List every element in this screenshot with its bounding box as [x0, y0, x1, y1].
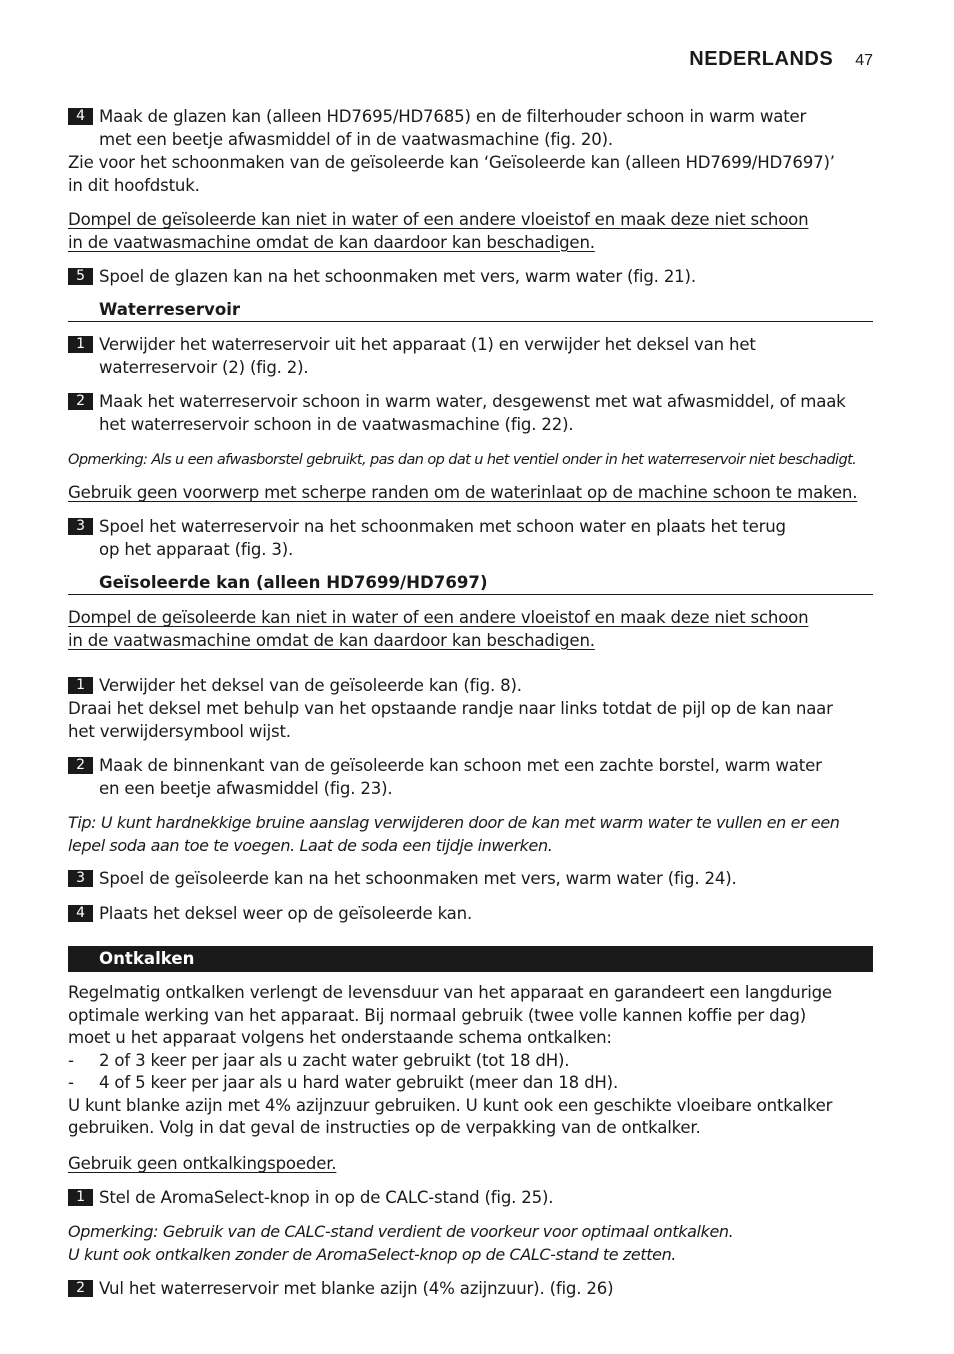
lid-instructions: Draai het deksel met behulp van het opstaande randje naar links totdat de pijl op de kan naar het verwijdersymbool wijst.	[68, 699, 833, 741]
warning-insulated-jug-2: Dompel de geïsoleerde kan niet in water of een andere vloeistof en maak deze niet schoon in de vaatwasmachine omdat de kan daardoor kan beschadigen.	[68, 608, 809, 650]
step-number: 2	[68, 393, 93, 410]
step-number: 3	[68, 518, 93, 535]
reference-text: Zie voor het schoonmaken van de geïsoleerde kan ‘Geïsoleerde kan (alleen HD7699/HD7697)’ in dit hoofdstuk.	[68, 153, 835, 195]
step-2-clean-reservoir: 2 Maak het waterreservoir schoon in warm water, desgewenst met wat afwasmiddel, of maak het waterreservoir schoon in de vaatwasmachine (fig. 22).	[68, 391, 904, 436]
step-number: 4	[68, 905, 93, 922]
step-number: 4	[68, 108, 93, 125]
step-3-rinse-reservoir: 3 Spoel het waterreservoir na het schoonmaken met schoon water en plaats het terug op het apparaat (fig. 3).	[68, 516, 904, 561]
tip-soda: Tip: U kunt hardnekkige bruine aanslag verwijderen door de kan met warm water te vullen en er een lepel soda aan toe te voegen. Laat de soda een tijdje inwerken.	[68, 813, 840, 855]
descaling-intro: Regelmatig ontkalken verlengt de levensduur van het apparaat en garandeert een langdurige optimale werking van het apparaat. Bij normaal gebruik (twee volle kannen koffie per dag) moet u het apparaat volgens het onderstaande schema ontkalken: - 2 of 3 keer per jaar als u zacht water gebruikt (tot 18 dH). - 4 of 5 keer per jaar als u hard water gebruikt (meer dan 18 dH). U kunt blanke azijn met 4% azijnzuur gebruiken. U kunt ook een geschikte vloeibare ontkalker gebruiken. Volg in dat geval de instructies op de verpakking van de ontkalker.	[68, 982, 873, 1140]
page-header	[689, 48, 873, 71]
step-1-remove-lid: 1 Verwijder het deksel van de geïsoleerde kan (fig. 8).	[68, 675, 904, 698]
list-item: - 4 of 5 keer per jaar als u hard water gebruikt (meer dan 18 dH).	[68, 1073, 619, 1092]
step-1-remove-reservoir: 1 Verwijder het waterreservoir uit het apparaat (1) en verwijder het deksel van het waterreservoir (2) (fig. 2).	[68, 334, 904, 379]
step-2-clean-inside: 2 Maak de binnenkant van de geïsoleerde kan schoon met een zachte borstel, warm water en een beetje afwasmiddel (fig. 23).	[68, 755, 904, 800]
section-heading-insulated-jug: Geïsoleerde kan (alleen HD7699/HD7697)	[68, 573, 873, 595]
step-number: 5	[68, 268, 93, 285]
note-calc: Opmerking: Gebruik van de CALC-stand verdient de voorkeur voor optimaal ontkalken. U kunt ook ontkalken zonder de AromaSelect-knop op de CALC-stand te zetten.	[68, 1222, 734, 1264]
warning-no-powder: Gebruik geen ontkalkingspoeder.	[68, 1154, 337, 1173]
language-label: NEDERLANDS	[689, 48, 834, 70]
step-2-fill-vinegar: 2 Vul het waterreservoir met blanke azijn (4% azijnzuur). (fig. 26)	[68, 1278, 904, 1301]
step-number: 2	[68, 1280, 93, 1297]
step-number: 1	[68, 677, 93, 694]
step-number: 3	[68, 870, 93, 887]
warning-insulated-jug: Dompel de geïsoleerde kan niet in water of een andere vloeistof en maak deze niet schoon in de vaatwasmachine omdat de kan daardoor kan beschadigen.	[68, 210, 809, 252]
step-number: 1	[68, 336, 93, 353]
step-5-rinse-jug: 5 Spoel de glazen kan na het schoonmaken met vers, warm water (fig. 21).	[68, 266, 904, 289]
section-heading-ontkalken: Ontkalken	[68, 946, 873, 972]
step-number: 1	[68, 1189, 93, 1206]
note-brush: Opmerking: Als u een afwasborstel gebruikt, pas dan op dat u het ventiel onder in het waterreservoir niet beschadigt.	[68, 452, 857, 468]
step-3-rinse-insulated: 3 Spoel de geïsoleerde kan na het schoonmaken met vers, warm water (fig. 24).	[68, 868, 904, 891]
step-1-set-calc: 1 Stel de AromaSelect-knop in op de CALC-stand (fig. 25).	[68, 1187, 904, 1210]
section-heading-waterreservoir: Waterreservoir	[68, 300, 873, 322]
step-4-glass-jug: 4 Maak de glazen kan (alleen HD7695/HD7685) en de filterhouder schoon in warm water met een beetje afwasmiddel of in de vaatwasmachine (fig. 20).	[68, 106, 904, 151]
step-4-replace-lid: 4 Plaats het deksel weer op de geïsoleerde kan.	[68, 903, 904, 926]
step-number: 2	[68, 757, 93, 774]
warning-sharp-objects: Gebruik geen voorwerp met scherpe randen om de waterinlaat op de machine schoon te maken.	[68, 483, 858, 502]
list-item: - 2 of 3 keer per jaar als u zacht water gebruikt (tot 18 dH).	[68, 1050, 570, 1070]
page-number: 47	[855, 52, 873, 69]
